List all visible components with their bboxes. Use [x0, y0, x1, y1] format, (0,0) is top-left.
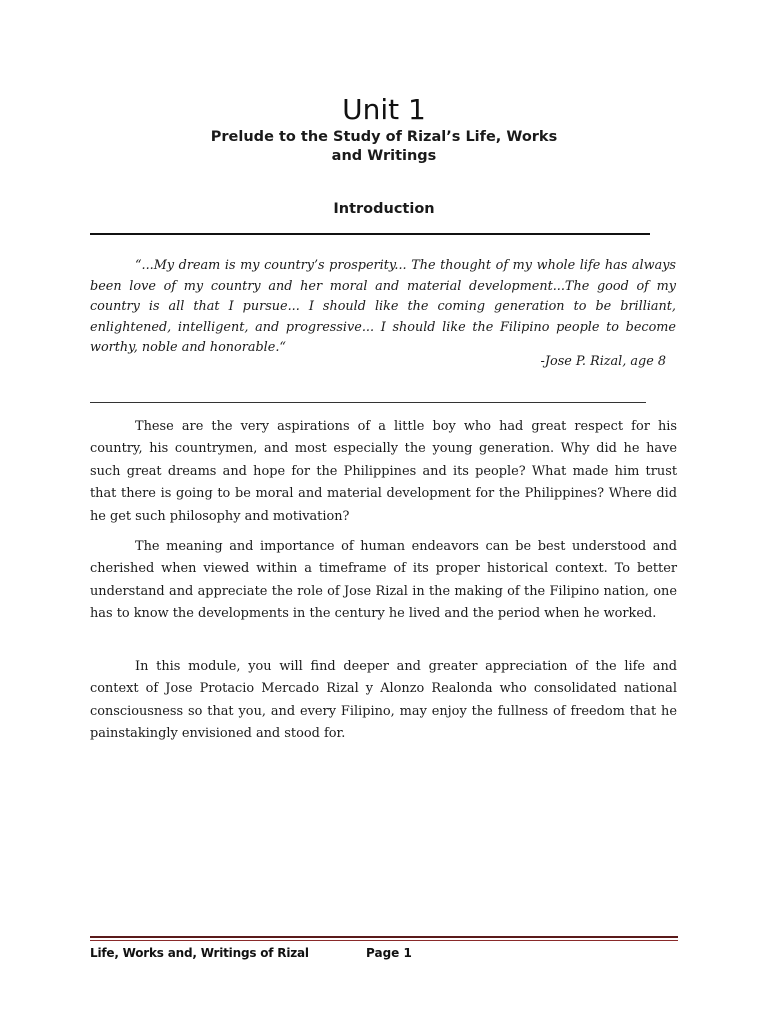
introduction-heading: Introduction: [333, 201, 435, 217]
quote-attribution: -Jose P. Rizal, age 8: [540, 354, 666, 369]
body-paragraph-3: In this module, you will find deeper and greater appreciation of the life and context of Jose Protacio Mercado Rizal y Alonzo Realonda who consolidated national consciousness so that you, and every Filipino, may enjoy the fullness of freedom that he painstakingly envisioned and stood for.: [90, 659, 677, 742]
footer-title: Life, Works and, Writings of Rizal: [90, 946, 309, 960]
rizal-quote: “...My dream is my country’s prosperity... The thought of my whole life has always been love of my country and her moral and material development...The good of my country is all that I pursue... I should like the coming generation to be brilliant, enlightened, intelligent, and progressive... I should like the Filipino people to become worthy, noble and honorable.“: [90, 258, 676, 355]
footer-rule-thin: [90, 940, 678, 941]
page-number: Page 1: [366, 946, 412, 960]
unit-title: Unit 1: [342, 93, 426, 126]
body-paragraph-2: The meaning and importance of human endeavors can be best understood and cherished when viewed within a timeframe of its proper historical context. To better understand and appreciate the role of Jose Rizal in the making of the Filipino nation, one has to know the developments in the century he lived and the period when he worked.: [90, 539, 677, 622]
unit-subtitle: [0, 128, 768, 166]
subtitle-line-1: Prelude to the Study of Rizal’s Life, Works: [210, 129, 558, 145]
quote-divider: [90, 402, 646, 403]
footer-rule-thick: [90, 936, 678, 938]
heading-divider: [90, 233, 650, 235]
subtitle-line-2: and Writings: [331, 148, 437, 164]
body-paragraph-1: These are the very aspirations of a little boy who had great respect for his country, his countrymen, and most especially the young generation. Why did he have such great dreams and hope for the Philippines and its people? What made him trust that there is going to be moral and material development for the Philippines? Where did he get such philosophy and motivation?: [90, 419, 677, 524]
